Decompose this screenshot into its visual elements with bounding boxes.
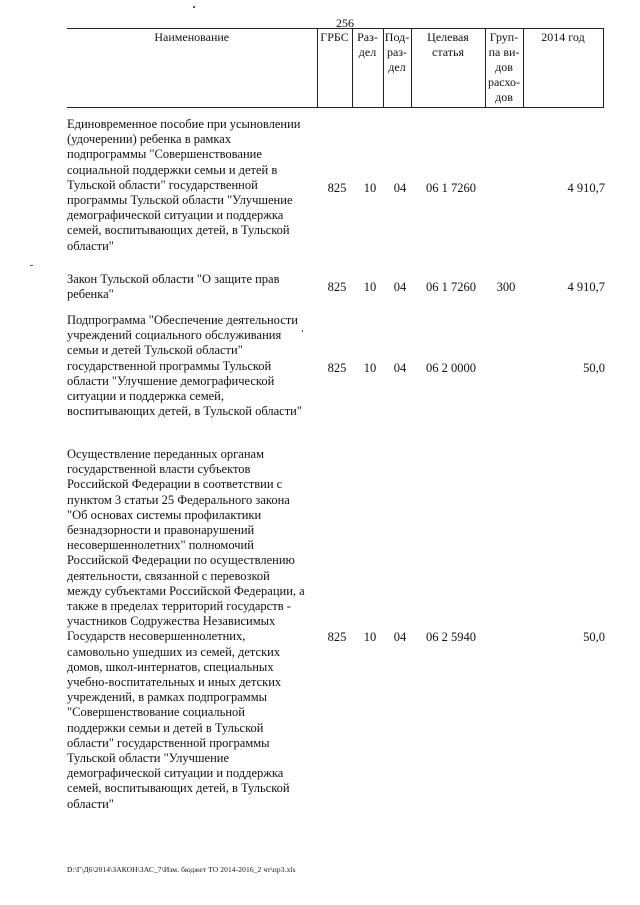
row-podrazdel: 04 (393, 630, 407, 644)
row-grbs: 825 (327, 181, 347, 195)
header-podrazdel: Под- раз- дел (383, 29, 411, 108)
row-group: 300 (496, 280, 516, 294)
row-amount: 50,0 (583, 361, 605, 375)
header-grbs: ГРБС (317, 29, 352, 108)
scan-speck (193, 6, 195, 8)
header-group: Груп- па ви- дов расхо- дов (485, 29, 523, 108)
page-number: 256 (336, 16, 354, 30)
header-year: 2014 год (523, 29, 603, 108)
row-name: Закон Тульской области "О защите прав ребенка" (67, 272, 280, 302)
row-amount: 4 910,7 (567, 181, 605, 195)
row-target: 06 2 0000 (426, 361, 476, 375)
row-podrazdel: 04 (393, 361, 407, 375)
header-razdel: Раз- дел (352, 29, 383, 108)
row-razdel: 10 (363, 181, 377, 195)
row-razdel: 10 (363, 630, 377, 644)
scan-speck (30, 265, 33, 266)
header-target: Целевая статья (411, 29, 485, 108)
row-podrazdel: 04 (393, 181, 407, 195)
row-podrazdel: 04 (393, 280, 407, 294)
row-grbs: 825 (327, 361, 347, 375)
row-razdel: 10 (363, 280, 377, 294)
row-name: Осуществление переданных органам государственной власти субъектов Российской Федерации в соответствии с пунктом 3 статьи 25 Федерального закона "Об основах системы профилактики безнадзорности и правонарушений несовершеннолетних" полномочий Российской Федерации по осуществлению деятельности, связанной с перевозкой между субъектами Российской Федерации, а также в пределах территорий государств - участников Содружества Независимых Государств несовершеннолетних, самовольно ушедших из семей, детских домов, школ-интернатов, специальных учебно-воспитательных и иных детских учреждений, в рамках подпрограммы "Совершенствование социальной поддержки семьи и детей в Тульской области" государственной программы Тульской области "Улучшение демографической ситуации и поддержка семей, воспитывающих детей, в Тульской области" (67, 447, 305, 811)
row-amount: 4 910,7 (567, 280, 605, 294)
row-target: 06 2 5940 (426, 630, 476, 644)
row-grbs: 825 (327, 630, 347, 644)
row-target: 06 1 7260 (426, 280, 476, 294)
row-amount: 50,0 (583, 630, 605, 644)
row-grbs: 825 (327, 280, 347, 294)
row-name: Подпрограмма "Обеспечение деятельности учреждений социального обслуживания семьи и детей Тульской области" государственной программы Тульской области "Улучшение демографической ситуации и поддержка семей, воспитывающих детей, в Тульской области" (67, 313, 302, 419)
row-razdel: 10 (363, 361, 377, 375)
row-target: 06 1 7260 (426, 181, 476, 195)
row-name: Единовременное пособие при усыновлении (удочерении) ребенка в рамках подпрограммы "Совершенствование социальной поддержки семьи и детей в Тульской области" государственной программы Тульской области "Улучшение демографической ситуации и поддержка семей, воспитывающих детей, в Тульской области" (67, 117, 301, 253)
file-path-footer: D:\Г\Д6\2014\ЗАКОН\ЗАС_7\Изм. бюджет ТО 2014-2016_2 чт\пр3.xls (67, 865, 296, 874)
scan-speck (302, 330, 303, 332)
header-name: Наименование (67, 29, 317, 108)
